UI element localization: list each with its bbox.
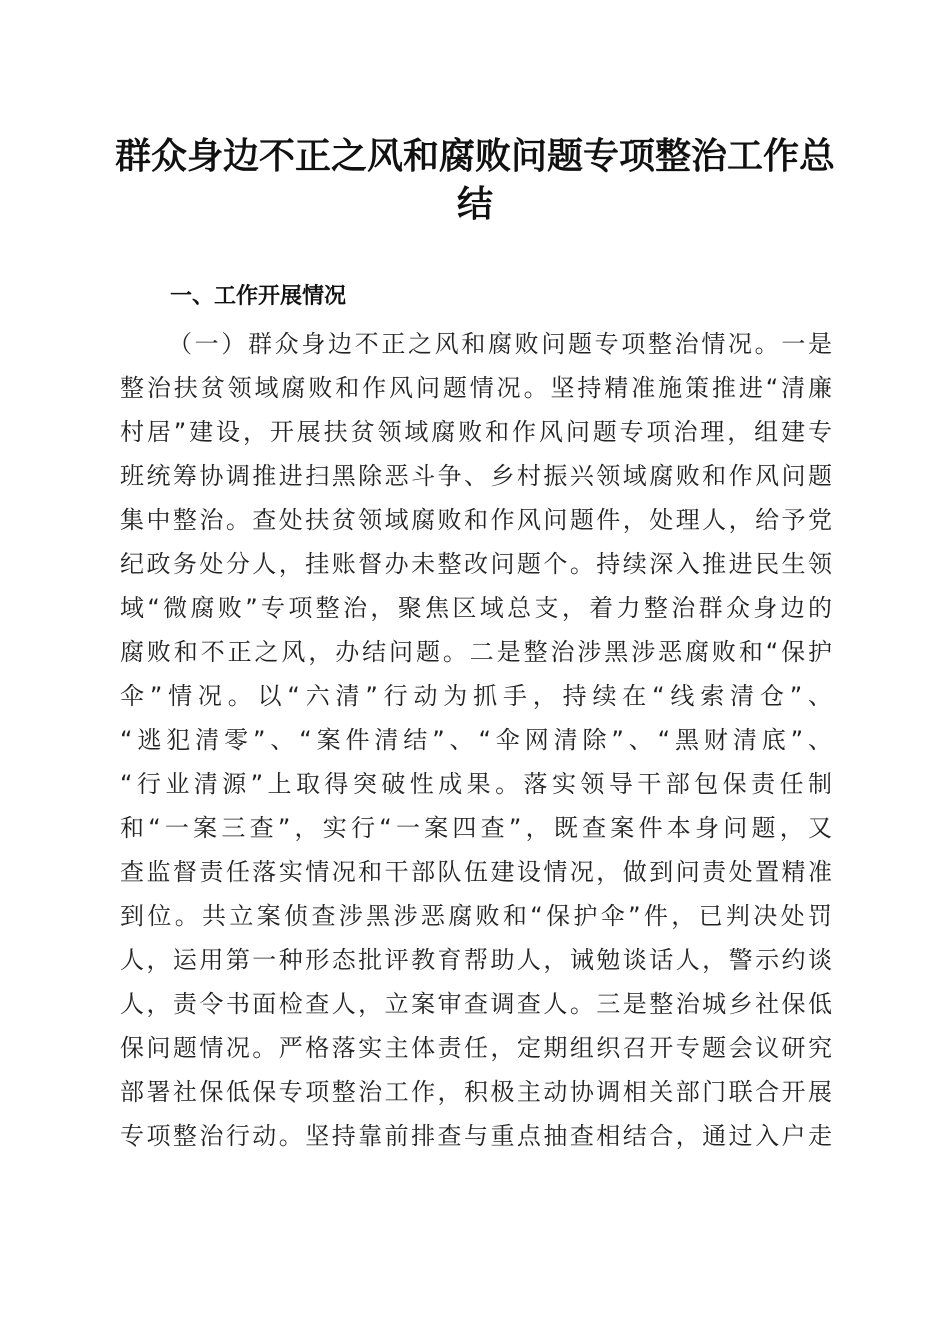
paragraph-line: “逃犯清零”、“案件清结”、“伞网清除”、“黑财清底”、 [120,726,832,754]
paragraph-line: 班统筹协调推进扫黑除恶斗争、乡村振兴领域腐败和作风问题 [120,462,832,490]
paragraph-line: 部署社保低保专项整治工作，积极主动协调相关部门联合开展 [120,1078,832,1106]
paragraph-line: 域“微腐败”专项整治，聚焦区域总支，着力整治群众身边的 [120,594,832,622]
document-title-line-1: 群众身边不正之风和腐败问题专项整治工作总 [114,135,835,177]
paragraph-line: （一）群众身边不正之风和腐败问题专项整治情况。一是 [168,330,832,358]
paragraph-line: 伞”情况。以“六清”行动为抓手，持续在“线索清仓”、 [120,682,832,710]
paragraph-line: 查监督责任落实情况和干部队伍建设情况，做到问责处置精准 [120,858,832,886]
paragraph-line: 纪政务处分人，挂账督办未整改问题个。持续深入推进民生领 [120,550,832,578]
document-title [100,132,850,228]
paragraph-line: 集中整治。查处扶贫领域腐败和作风问题件，处理人，给予党 [120,506,832,534]
paragraph-line: 到位。共立案侦查涉黑涉恶腐败和“保护伞”件，已判决处罚 [120,902,832,930]
paragraph-line: 整治扶贫领域腐败和作风问题情况。坚持精准施策推进“清廉 [120,374,832,402]
document-title-line-2: 结 [456,183,493,225]
paragraph-line: 保问题情况。严格落实主体责任，定期组织召开专题会议研究 [120,1034,832,1062]
paragraph-line: 人，运用第一种形态批评教育帮助人，诫勉谈话人，警示约谈 [120,946,832,974]
section-heading: 一、工作开展情况 [170,284,347,309]
paragraph-line: “行业清源”上取得突破性成果。落实领导干部包保责任制 [120,770,832,798]
paragraph-line: 人，责令书面检查人，立案审查调查人。三是整治城乡社保低 [120,990,832,1018]
paragraph-line: 专项整治行动。坚持靠前排查与重点抽查相结合，通过入户走 [120,1122,832,1150]
paragraph-line: 和“一案三查”，实行“一案四查”，既查案件本身问题，又 [120,814,832,842]
paragraph-line: 腐败和不正之风，办结问题。二是整治涉黑涉恶腐败和“保护 [120,638,832,666]
body-paragraph [120,322,832,1158]
paragraph-line: 村居”建设，开展扶贫领域腐败和作风问题专项治理，组建专 [120,418,832,446]
